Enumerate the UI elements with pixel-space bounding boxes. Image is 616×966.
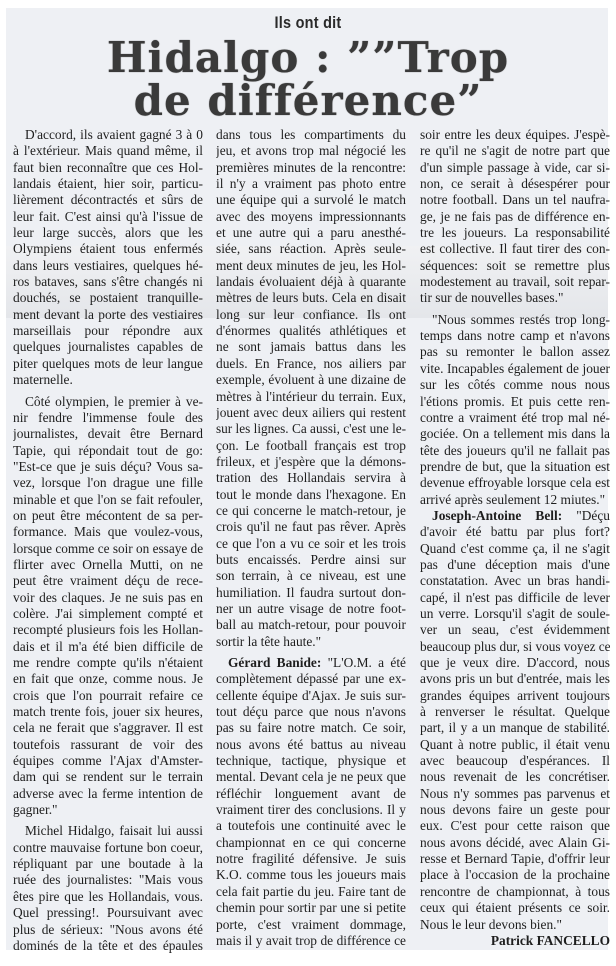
section-kicker: Ils ont dit [274,13,342,32]
text-line: ce que l'on a vu ce soir et les trois [216,535,406,551]
text-line: cela ne ferait que s'aggraver. Il est [13,720,203,736]
text-line: nir fendre l'immense foule des [13,409,203,425]
text-line: tête des joueurs qu'il ne fallait pas [420,442,610,458]
text-line: nous devons faire un geste pour [420,802,610,818]
text-line: non, ce serait à désespérer pour [420,176,610,192]
text-line: sur les lignes. Ca aussi, c'est une le- [216,421,407,437]
text-line: notre fragilité défensive. Je suis [216,851,406,867]
text-line: séquences: soit se remettre plus [420,257,610,273]
headline [0,33,616,125]
headline-line-1: Hidalgo : ””Trop [106,33,510,82]
text-line: ruée des journalistes: "Mais vous [13,872,203,888]
text-line: ceux qui étaient présents ce soir. [420,900,610,916]
quote-start: "Déçu [562,507,610,523]
text-line: part, il y a un manque de stabilité. [420,720,610,736]
text-line: Quel pressing!. Poursuivant avec [13,905,203,921]
text-line: et une autre qui a paru anesthé- [216,225,406,241]
text-line: crois qu'il ne faut pas rêver. Après [216,519,406,535]
text-line: avec beaucoup d'espérances. Il [420,753,610,769]
text-line: tre les joueurs. La responsabilité [420,225,610,241]
text-line: soir entre les deux équipes. J'espè- [420,127,610,142]
text-line: premières minutes de la rencontre: [216,159,406,175]
text-line: ce qui concerne le match-retour, je [216,502,406,518]
text-line: place à l'occasion de la prochaine [420,867,610,883]
text-line: nous revenait de les concrétiser. [420,769,610,785]
article-column-1 [13,127,203,954]
text-line: buts encaissés. Perdre ainsi sur [216,551,406,567]
text-line: contre mauvaise fortune bon coeur, [13,839,203,855]
text-line: leur large succès, alors que les [13,225,203,241]
text-line: "Est-ce que je suis déçu? Vous sa- [13,458,203,474]
text-line: équipes comme l'Ajax d'Amster- [13,753,203,769]
text-line: peut être vraiment déçu de rece- [13,573,203,589]
text-line: toutefois rassurant de voir des [13,736,203,752]
text-line: prendre de but, que la situation est [420,458,610,474]
text-line: contre a vraiment été trop mal né- [420,409,610,425]
text-line: ment devant la porte des vestiaires [13,306,203,322]
text-line: "Nous sommes restés trop long- [432,311,610,327]
text-line: flirter avec Ornella Mutti, on ne [13,556,203,572]
text-line: maternelle. [13,372,73,388]
text-line: technique, tactique, physique et [216,753,406,769]
text-line: ball au match-retour, pour pouvoir [216,617,406,633]
text-line: me rendre compte qu'ils n'étaient [13,655,203,670]
text-line: sortir la tête haute." [216,633,322,649]
text-line: Nous n'y sommes pas parvenus et [420,785,610,801]
text-line: devenue effroyable lorsque cela est [420,475,610,491]
article-column-2 [216,127,406,949]
text-line: il n'y a vraiment pas photo entre [216,176,406,192]
text-line: à renverser le résultat. Quelque [420,704,610,720]
text-line: complètement dépassé par une ex- [216,671,406,687]
text-line: ner un autre visage de notre foot- [216,600,406,616]
text-line: Nous le leur devons bien." [420,916,562,932]
text-line: avec des moyens impressionnants [216,208,406,224]
text-line: gociée. On a tellement mis dans la [420,426,610,442]
text-line: dais et il m'a été bien difficile de [13,638,203,654]
text-line: faut bien reconnaître que ces Hol- [13,159,203,175]
text-line [216,655,406,671]
text-line: ne sont jamais battus dans les [216,339,406,355]
text-line: pas su faire notre match. Ce soir, [216,720,406,736]
text-line: dans leurs vestiaires, quelques hé- [13,257,203,273]
text-line: Côté olympien, le premier à ve- [25,393,203,409]
text-line: mais il y avait trop de différence ce [216,932,406,948]
text-line: çon. Le football français est trop [216,437,406,453]
text-line: rencontre de championnat, à tous [420,883,610,899]
text-line: siée, sans réaction. Après seule- [216,241,406,257]
text-line: Quant à notre public, il était venu [420,736,610,752]
text-line: réfléchir longuement avant de [216,785,406,801]
text-line: lièrement décontractés et sûrs de [13,192,203,208]
text-line: journalistes, devait être Bernard [13,426,203,442]
text-line: dans tous les compartiments du [216,127,406,142]
text-line: que je veux dire. D'accord, nous [420,655,610,670]
text-line: landais évoluaient déjà à quarante [216,274,406,290]
text-line: pas su remonter le ballon assez [420,344,610,360]
text-line: frileux, et j'espère que la démons- [216,453,406,469]
text-line: est collective. Il faut tirer des con- [420,241,610,257]
text-line: son terrain, à ce niveau, est une [216,568,406,584]
text-line: championnat en ce qui concerne [216,834,406,850]
text-line: modestement au travail, soit repar- [420,274,610,290]
text-line: mètres à l'intérieur du terrain. Eux, [216,388,406,404]
text-line: minable et que l'on se fait refouler, [13,491,203,507]
text-line: lorsque comme ce soir on essaye de [13,540,204,556]
speaker-name: Gérard Banide: [228,655,322,670]
text-line: ment deux minutes de jeu, les Hol- [216,257,406,273]
speaker-name: Joseph-Antoine Bell: [432,507,563,523]
text-line: leur fait. C'est ainsi qu'à l'issue de [13,208,203,224]
text-line: Tapie, qui répondait tout de go: [13,442,203,458]
text-line: sur les côtés comme nous nous [420,377,610,393]
text-line: crois que l'on pourrait refaire ce [13,687,203,703]
text-line: constatation. Avec un bras handi- [420,573,610,589]
text-line: grandes équipes arrivent toujours [420,687,610,703]
text-line: ros bataves, sans s'être changés ni [13,274,203,290]
text-line: tout déçu parce que nous n'avons [216,704,406,720]
text-line: on peut être mécontent de sa per- [13,507,203,523]
text-line: jeu, et avons trop mal négocié les [216,143,406,159]
text-line: pas d'une déception mais d'une [420,556,610,572]
text-line: vez, lorsque l'on drague une fille [13,475,203,491]
quote-start: "L'O.M. a été [321,655,406,670]
text-line: répliquant par une boutade à la [13,856,203,872]
text-line: eux. C'est pour cette raison que [420,818,610,834]
text-line: tration des Hollandais servira à [216,470,406,486]
text-line: un verre. Lorsqu'il s'agit de soule- [420,605,610,621]
text-line: duels. En France, nos ailiers par [216,355,406,371]
text-line: humiliation. Il faudra surtout don- [216,584,406,600]
text-line: recompté plusieurs fois les Hollan- [13,622,203,638]
article-column-3 [420,127,610,949]
text-line: ver un seau, c'est évidemment [420,622,610,638]
text-line: colère. J'ai simplement compté et [13,605,203,621]
text-line: porte, c'est vraiment dommage, [216,916,406,932]
text-line: chemin pour sortir par une si petite [216,900,406,916]
text-line: landais étaient, hier soir, particu- [13,176,203,192]
text-line: douchés, se postaient tranquille- [13,290,203,306]
text-line: mental. Devant cela je ne peux que [216,769,406,785]
text-line: quelques journalistes capables de [13,339,203,355]
text-line: dam qui se rendent sur le terrain [13,769,203,785]
text-line: voir des claques. Je ne suis pas en [13,589,203,605]
text-line: l'étions promis. Et puis cette ren- [420,393,610,409]
text-line: gagner." [13,802,58,818]
text-line: nous avons été battus au niveau [216,736,406,752]
text-line: formance. Mais que voulez-vous, [13,524,203,540]
text-line: exemple, évoluent à une dizaine de [216,372,406,388]
author-signature: Patrick FANCELLO [490,932,610,948]
text-line: temps dans notre camp et n'avons [420,328,610,344]
text-line: adverse avec la ferme intention de [13,785,203,801]
text-line: d'avoir été battu par plus fort? [420,524,610,540]
text-line: vite. Incapables également de jouer [420,360,610,376]
text-line: d'un simple passage à vide, car si- [420,159,610,175]
text-line: D'accord, ils avaient gagné 3 à 0 [25,127,203,142]
text-line: notre football. Dans un tel naufra- [420,192,610,208]
text-line: en fait que onze, comme nous. Je [13,671,203,687]
text-line: Olympiens étaient tous enfermés [13,241,203,257]
text-line: à l'extérieur. Mais quand même, il [13,143,203,159]
text-line: êtes pire que les Hollandais, vous. [13,888,203,904]
text-line: avons pris un but d'entrée, mais les [420,671,610,687]
text-line: d'énormes qualités athlétiques et [216,323,406,339]
text-line: Michel Hidalgo, faisait lui aussi [25,823,203,839]
text-line: jouent avec deux ailiers qui restent [216,404,406,420]
text-line: arrivé après seulement 12 miutes." [420,491,606,507]
text-line: ge, je ne fais pas de différence en- [420,208,610,224]
text-line: marseillais pour répondre aux [13,323,203,339]
text-line: match trente fois, jouer six heures, [13,704,203,720]
text-line: tir sur de nouvelles bases." [420,290,564,306]
text-line: nous avons décidé, avec Alain Gi- [420,834,610,850]
text-line: capé, il n'est pas difficile de lever [420,589,610,605]
headline-line-2: de différence” [133,76,483,125]
text-line: cela fait partie du jeu. Faire tant de [216,883,406,899]
text-line: Quand c'est comme ça, il ne s'agit [420,540,610,556]
text-line: une équipe qui a survolé le match [216,192,406,208]
text-line: cellente équipe d'Ajax. Je suis sur- [216,687,406,703]
text-line: mètres de leurs buts. Cela en disait [216,290,406,306]
text-line: tout le monde dans l'hexagone. En [216,486,406,502]
text-line: dominés de la tête et des épaules [13,937,203,953]
text-line: vraiment tirer des conclusions. Il y [216,802,406,818]
text-line: plus de sérieux: "Nous avons été [13,921,203,937]
text-line: K.O. comme tous les joueurs mais [216,867,406,883]
text-line: long sur leur confiance. Ils ont [216,306,406,322]
text-line: a toutefois une continuité avec le [216,818,406,834]
text-line: resse et Bernard Tapie, d'offrir leur [420,851,610,867]
text-line: piter quelques mots de leur langue [13,355,203,371]
text-line: re qu'il ne s'agit de notre part que [420,143,610,159]
text-line: beaucoup plus dur, si vous voyez ce [420,638,611,654]
text-line [420,508,610,524]
